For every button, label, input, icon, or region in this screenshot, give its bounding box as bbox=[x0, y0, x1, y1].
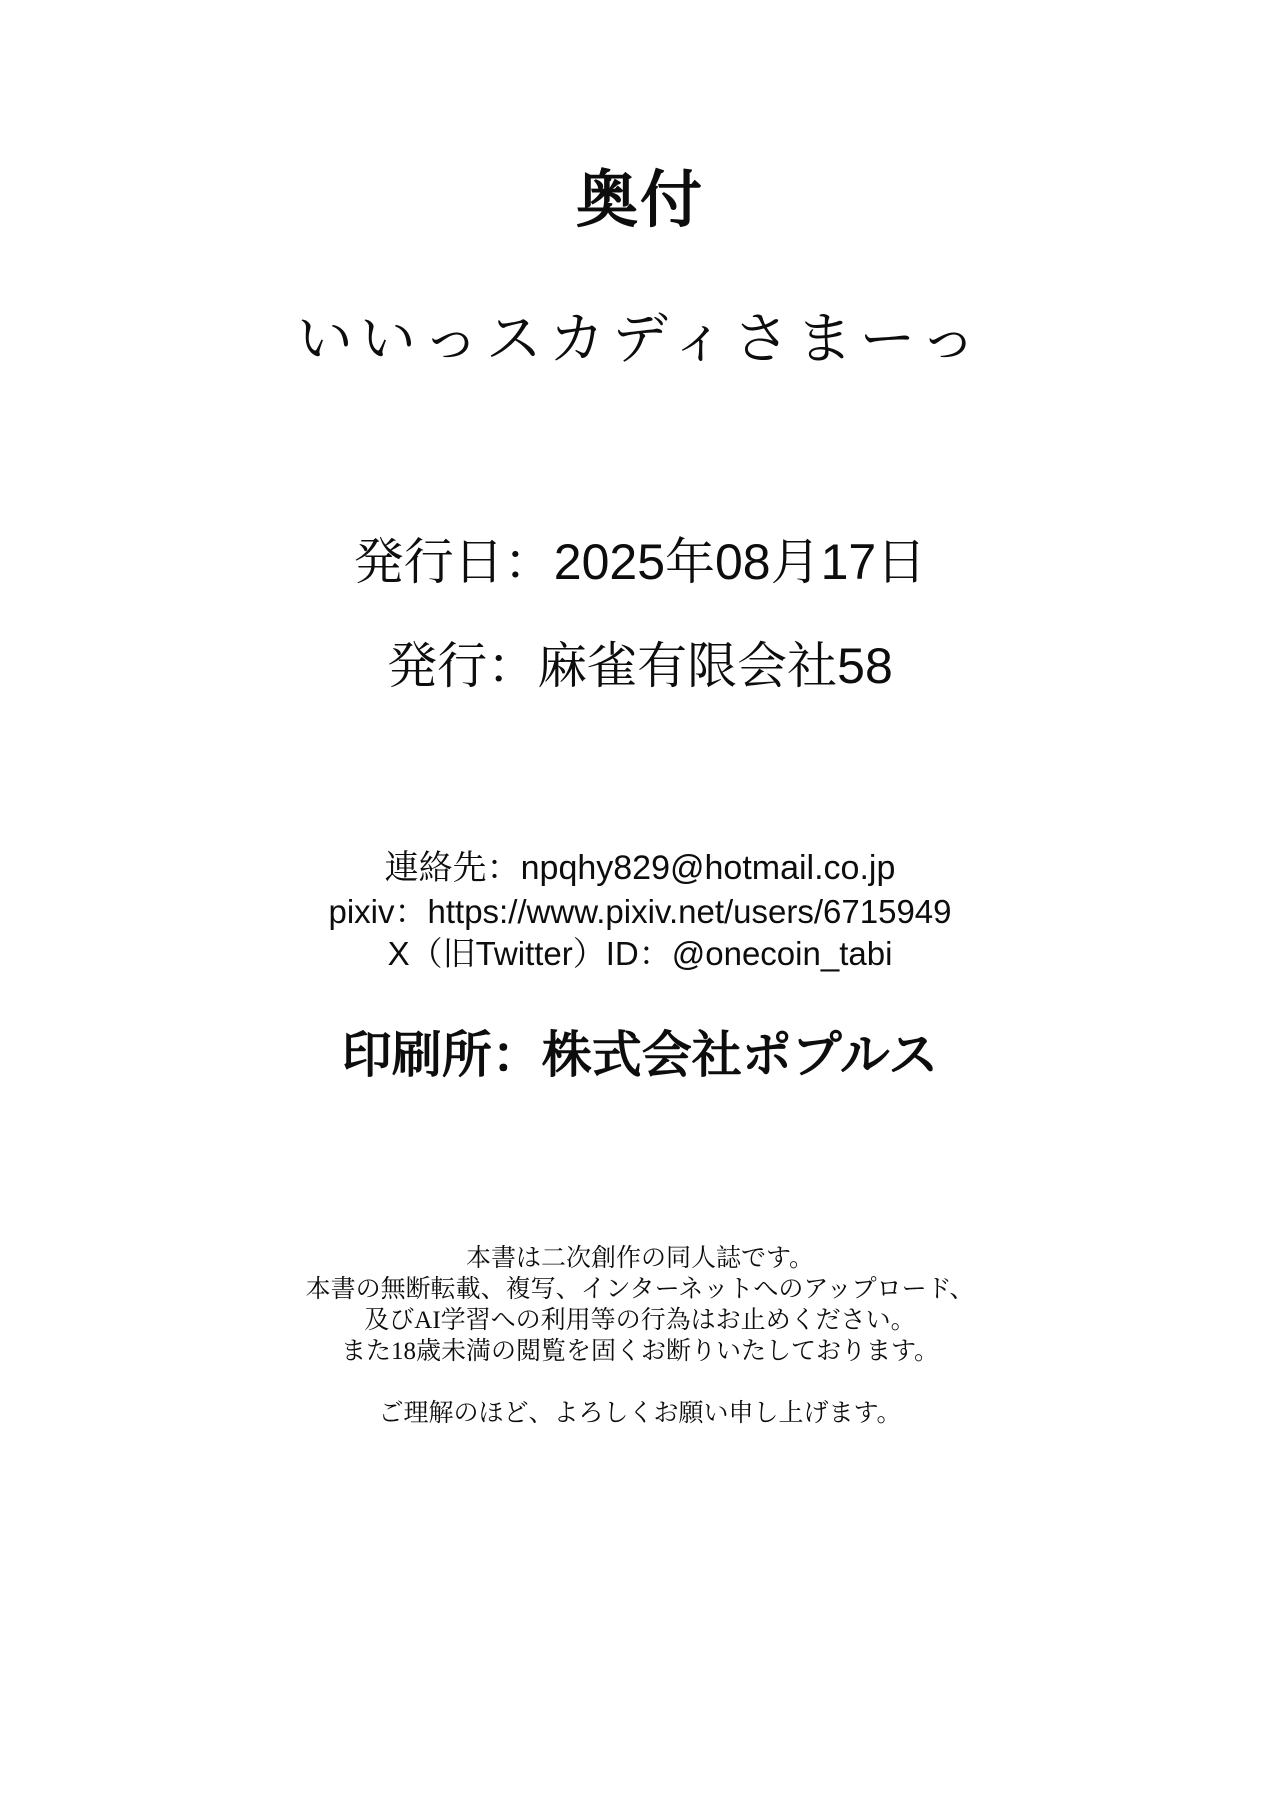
work-title: いいっスカディさまーっ bbox=[296, 307, 984, 370]
printer-line: 印刷所：株式会社ポプルス bbox=[341, 1027, 939, 1083]
contact-email-line: 連絡先：npqhy829@hotmail.co.jp bbox=[384, 849, 896, 887]
copyright-notice bbox=[0, 1243, 1280, 1429]
page-title: 奥付 bbox=[575, 166, 704, 235]
notice-line: 本書は二次創作の同人誌です。 bbox=[465, 1245, 814, 1272]
notice-line: 本書の無断転載、複写、インターネットへのアップロード、 bbox=[305, 1276, 975, 1303]
notice-line: また18歳未満の閲覧を固くお断りいたしております。 bbox=[340, 1338, 939, 1365]
notice-line: 及びAI学習への利用等の行為はお止めください。 bbox=[364, 1307, 916, 1334]
contact-pixiv-line: pixiv：https://www.pixiv.net/users/6715949 bbox=[328, 893, 952, 930]
publisher-line: 発行：麻雀有限会社58 bbox=[387, 638, 893, 694]
contact-x-id-line: X（旧Twitter）ID：@onecoin_tabi bbox=[387, 935, 893, 972]
notice-closing-line: ご理解のほど、よろしくお願い申し上げます。 bbox=[378, 1400, 902, 1427]
publication-date-line: 発行日：2025年08月17日 bbox=[353, 534, 927, 590]
